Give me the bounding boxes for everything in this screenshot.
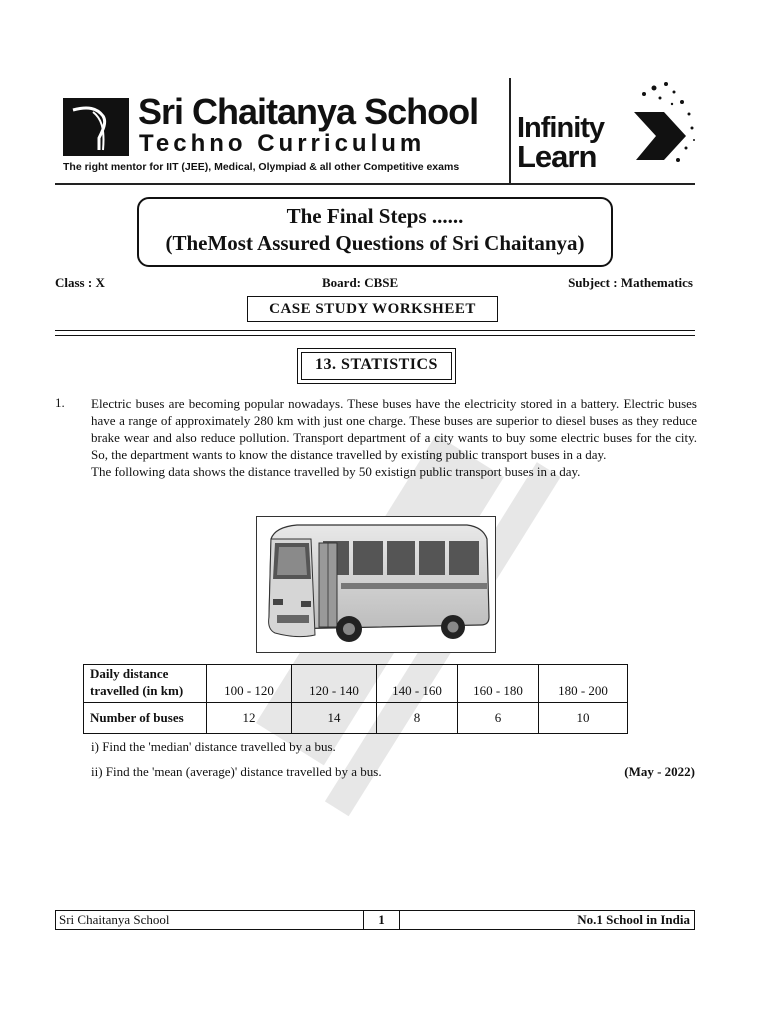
question-paragraph: Electric buses are becoming popular nowadays. These buses have the electricity stored in a battery. Electric buses have a range of approximately 280 km with just one charge. These buses are superior to diesel buses as they reduce brake wear and also reduce pollution. Transport department of a city wants to buy some electric buses for the city. So, the department wants to know the distance travelled by existing public transport buses in a day.	[91, 396, 697, 462]
table-header-cell	[84, 665, 207, 703]
header-label-line1: Daily distance	[90, 666, 169, 681]
board-label: Board: CBSE	[322, 275, 399, 290]
page-number: 1	[363, 911, 400, 929]
worksheet-label: CASE STUDY WORKSHEET	[247, 296, 498, 322]
header-label-line2: travelled (in km)	[90, 683, 184, 698]
question-number: 1.	[55, 395, 65, 410]
brand-subtitle: Techno Curriculum	[139, 130, 426, 157]
interval-cell: 180 - 200	[539, 665, 628, 703]
chapter-title: 13. STATISTICS	[301, 352, 452, 380]
section-rule	[55, 330, 695, 336]
count-cell: 6	[458, 703, 539, 734]
interval-cell: 120 - 140	[292, 665, 377, 703]
title-box	[137, 197, 613, 267]
question-text	[91, 395, 697, 480]
brand-name: Sri Chaitanya School	[138, 91, 479, 132]
interval-cell: 100 - 120	[207, 665, 292, 703]
data-intro: The following data shows the distance travelled by 50 existign public transport buses in a day.	[91, 464, 581, 479]
count-cell: 12	[207, 703, 292, 734]
subject-label: Subject : Mathematics	[568, 275, 693, 290]
count-cell: 8	[377, 703, 458, 734]
footer-motto: No.1 School in India	[577, 912, 690, 927]
table-row	[84, 665, 628, 703]
page-footer	[55, 910, 695, 930]
exam-year: (May - 2022)	[624, 764, 695, 779]
partner-logo-line1: Infinity	[517, 112, 605, 144]
count-cell: 14	[292, 703, 377, 734]
header-rule	[55, 183, 695, 185]
table-row	[84, 703, 628, 734]
chapter-box	[297, 348, 456, 384]
question-part-ii: ii) Find the 'mean (average)' distance travelled by a bus.	[91, 764, 382, 779]
question-part-i: i) Find the 'median' distance travelled by a bus.	[91, 739, 336, 754]
header-divider	[509, 78, 511, 184]
count-cell: 10	[539, 703, 628, 734]
bus-image	[256, 516, 496, 653]
title-line2: (TheMost Assured Questions of Sri Chaitanya)	[165, 231, 585, 255]
class-label: Class : X	[55, 275, 105, 290]
title-line1: The Final Steps ......	[286, 204, 464, 228]
school-logo	[63, 98, 129, 156]
partner-logo-line2: Learn	[517, 139, 597, 174]
interval-cell: 160 - 180	[458, 665, 539, 703]
row-label-cell: Number of buses	[84, 703, 207, 734]
frequency-table	[83, 664, 628, 734]
footer-school: Sri Chaitanya School	[59, 912, 170, 927]
brand-tagline: The right mentor for IIT (JEE), Medical, Olympiad & all other Competitive exams	[63, 161, 460, 173]
interval-cell: 140 - 160	[377, 665, 458, 703]
